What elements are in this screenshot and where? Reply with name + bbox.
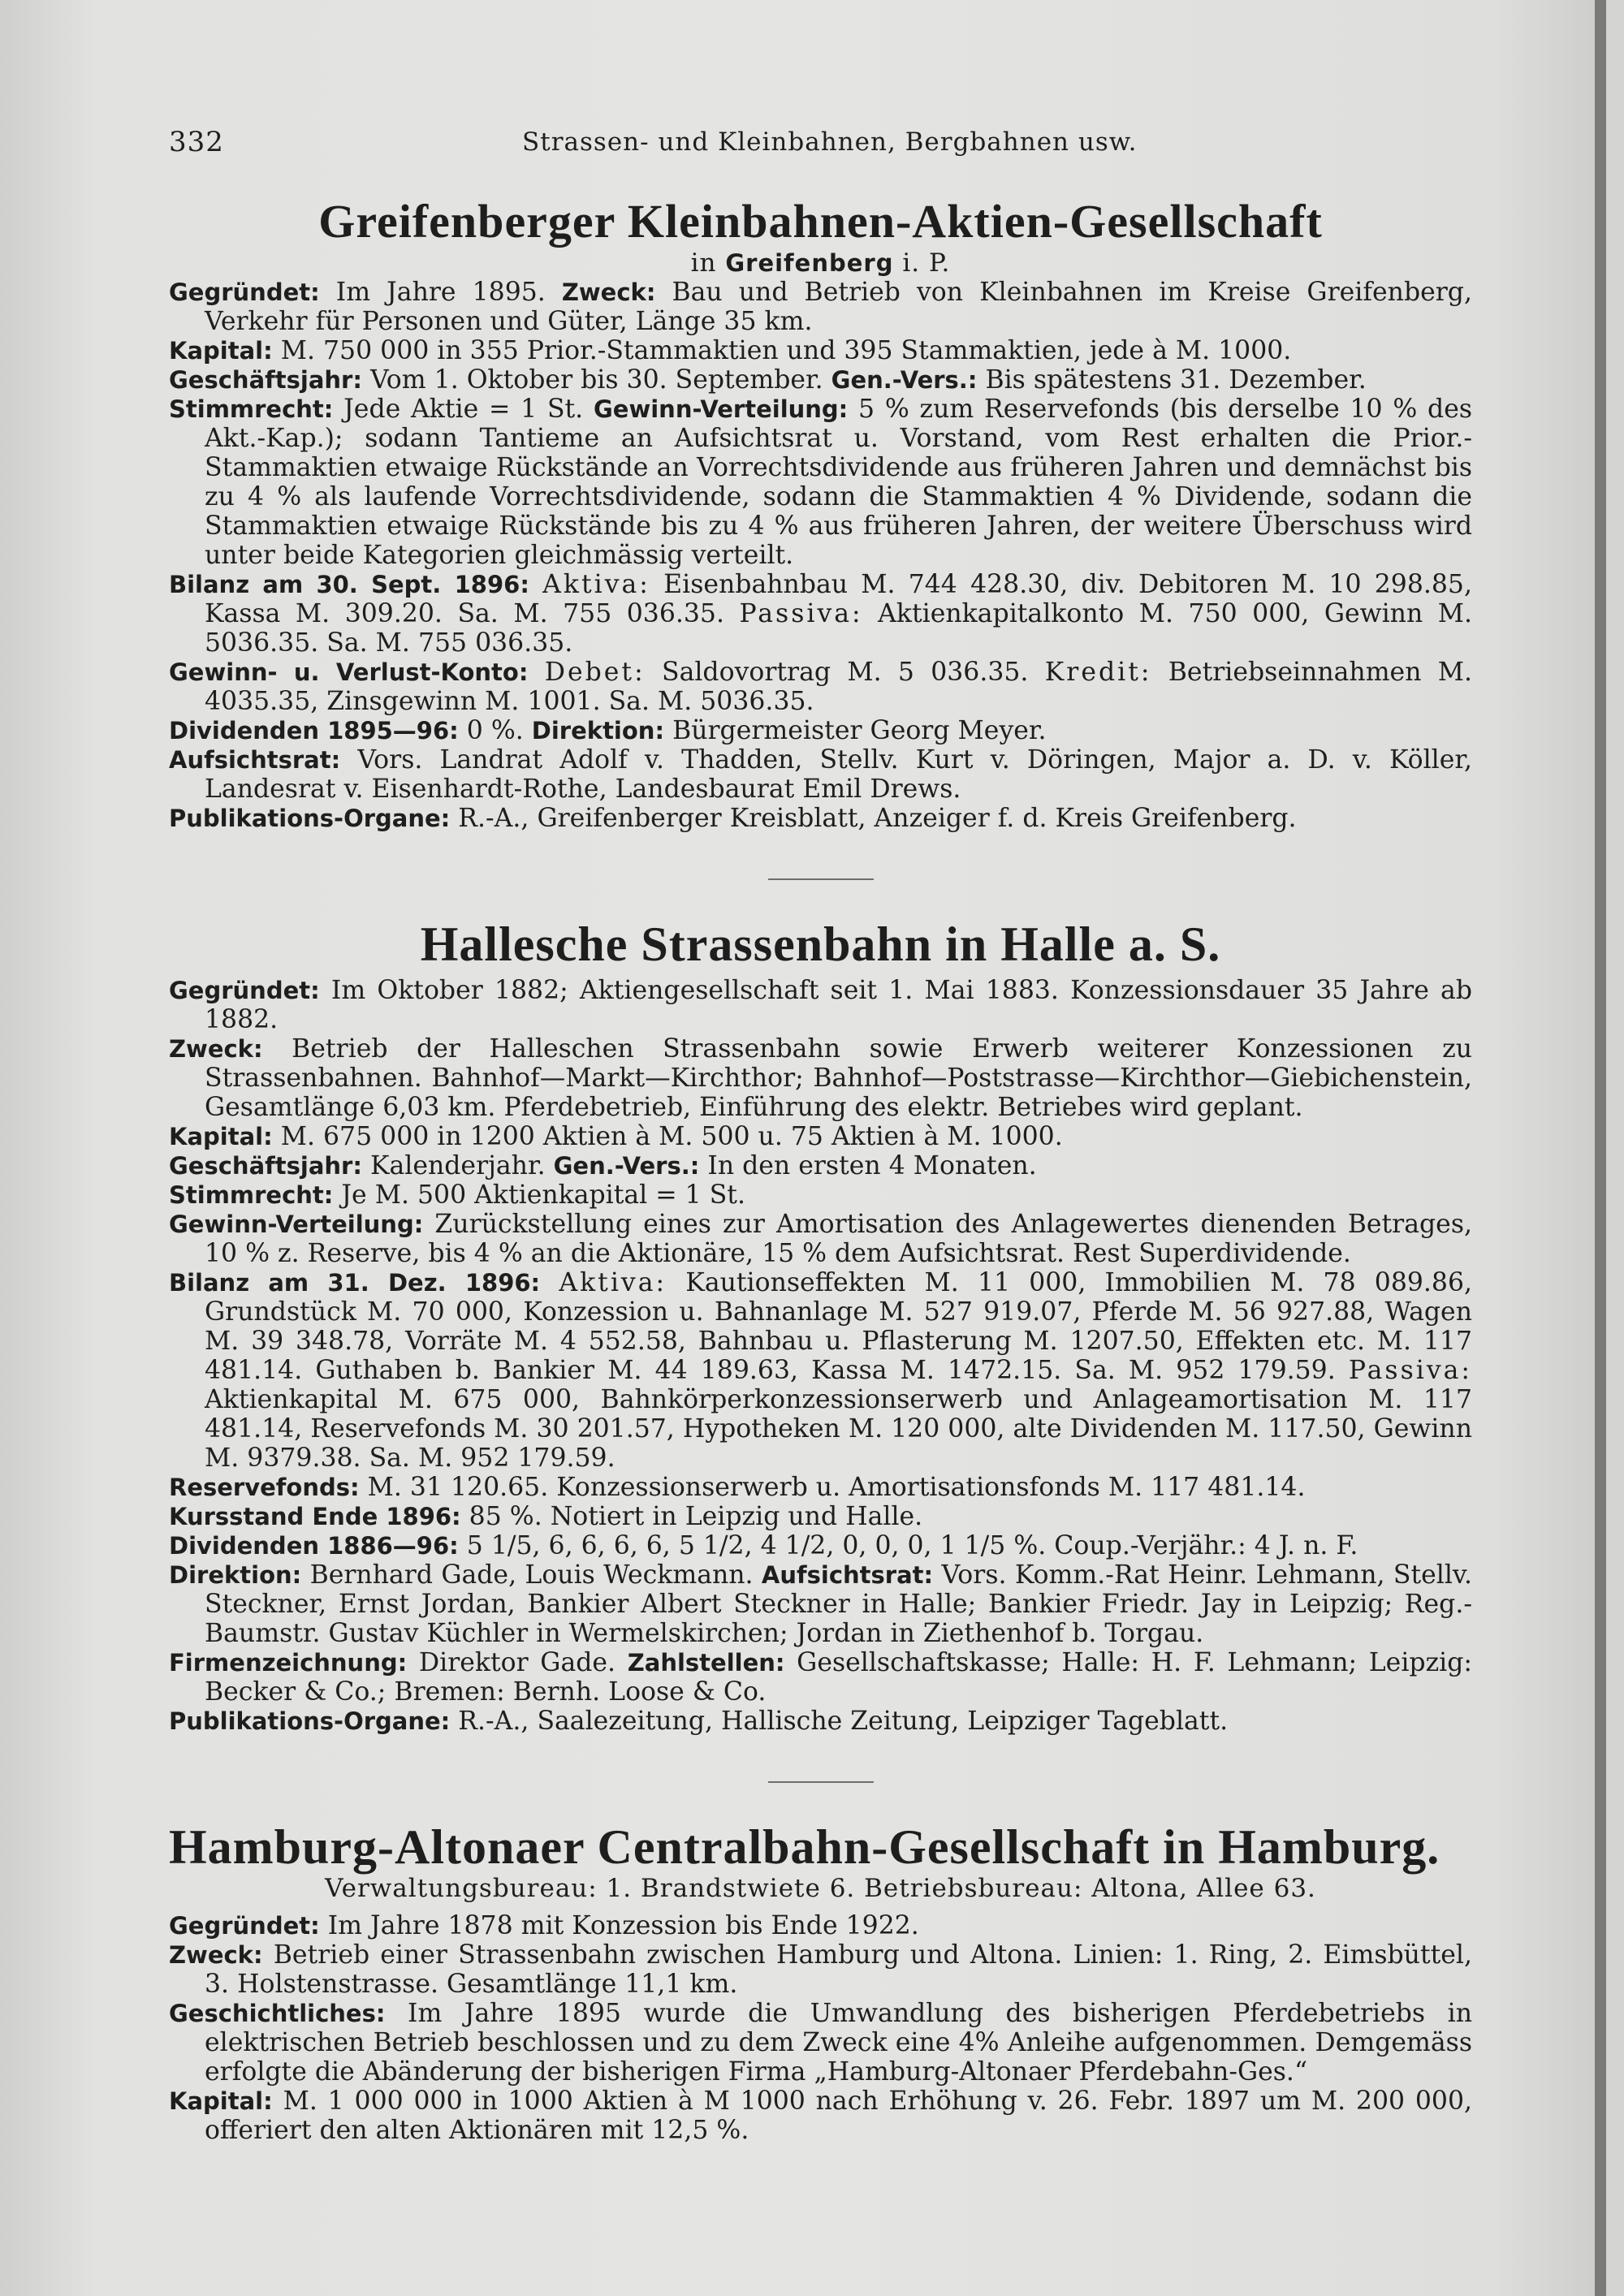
- capital-entry: Kapital: M. 675 000 in 1200 Aktien à M. 500 u. 75 Aktien à M. 1000.: [169, 1122, 1063, 1151]
- binding-shadow: [1595, 0, 1606, 2296]
- reserve-entry: Reservefonds: M. 31 120.65. Konzessionserwerb u. Amortisationsfonds M. 117 481.14.: [169, 1473, 1306, 1502]
- profit-distribution-entry: Gewinn-Verteilung: Zurückstellung eines zur Amortisation des Anlagewertes dienenden Betrages, 10 % z. Reserve, bis 4 % an die Aktionäre, 15 % dem Aufsichtsrat. Rest Superdividende.: [169, 1210, 1472, 1268]
- section-divider: [768, 878, 874, 880]
- share-price-entry: Kursstand Ende 1896: 85 %. Notiert in Leipzig und Halle.: [169, 1502, 923, 1531]
- voting-entry: Stimmrecht: Jede Aktie = 1 St. Gewinn-Verteilung: 5 % zum Reservefonds (bis derselbe 10 % des Akt.-Kap.); sodann Tantieme an Aufsichtsrat u. Vorstand, vom Rest erhalten die Prior.-Stammaktien etwaige Rückstände an Vorrechtsdividende aus früheren Jahren und demnächst bis zu 4 % als laufende Vorrechtsdividende, sodann die Stammaktien 4 % Dividende, sodann die Stammaktien etwaige Rückstände bis zu 4 % aus früheren Jahren, der weitere Überschuss wird unter beide Kategorien gleichmässig verteilt.: [169, 395, 1472, 570]
- founded-entry: Gegründet: Im Jahre 1895. Zweck: Bau und Betrieb von Kleinbahnen im Kreise Greifenberg, Verkehr für Personen und Güter, Länge 35 km.: [169, 278, 1472, 336]
- founded-entry: Gegründet: Im Jahre 1878 mit Konzession bis Ende 1922.: [169, 1911, 919, 1940]
- company-title: Hallesche Strassenbahn in Halle a. S.: [420, 917, 1221, 971]
- company-entry-greifenberg: [169, 195, 1472, 833]
- company-entry-hamburg: [169, 1820, 1472, 2145]
- page-content: [169, 195, 1472, 2145]
- capital-entry: Kapital: M. 750 000 in 355 Prior.-Stammaktien und 395 Stammaktien, jede à M. 1000.: [169, 336, 1292, 365]
- page-number: 332: [169, 126, 224, 158]
- company-location: in Greifenberg i. P.: [690, 248, 951, 278]
- signature-entry: Firmenzeichnung: Direktor Gade. Zahlstellen: Gesellschaftskasse; Halle: H. F. Lehmann; Leipzig: Becker & Co.; Bremen: Bernh. Loose & Co.: [169, 1648, 1473, 1707]
- page-header: [169, 126, 1484, 158]
- company-title: Hamburg-Altonaer Centralbahn-Gesellschaft in Hamburg.: [169, 1820, 1440, 1874]
- purpose-entry: Zweck: Betrieb der Halleschen Strassenbahn sowie Erwerb weiterer Konzessionen zu Strassenbahnen. Bahnhof—Markt—Kirchthor; Bahnhof—Poststrasse—Kirchthor—Giebichenstein, Gesamtlänge 6,03 km. Pferdebetrieb, Einführung des elektr. Betriebes wird geplant.: [169, 1034, 1472, 1122]
- management-entry: Direktion: Bernhard Gade, Louis Weckmann. Aufsichtsrat: Vors. Komm.-Rat Heinr. Lehmann, Stellv. Steckner, Ernst Jordan, Bankier Albert Steckner in Halle; Bankier Friedr. Jay in Leipzig; Reg.-Baumstr. Gustav Küchler in Wermelskirchen; Jordan in Ziethenhof b. Torgau.: [169, 1560, 1472, 1648]
- capital-entry: Kapital: M. 1 000 000 in 1000 Aktien à M 1000 nach Erhöhung v. 26. Febr. 1897 um M. 200 000, offeriert den alten Aktionären mit 12,5 %.: [169, 2087, 1473, 2145]
- section-divider: [768, 1781, 874, 1783]
- history-entry: Geschichtliches: Im Jahre 1895 wurde die Umwandlung des bisherigen Pferdebetriebs in elektrischen Betrieb beschlossen und zu dem Zweck eine 4% Anleihe aufgenommen. Demgemäss erfolgte die Abänderung der bisherigen Firma „Hamburg-Altonaer Pferdebahn-Ges.“: [169, 1999, 1472, 2087]
- running-title: Strassen- und Kleinbahnen, Bergbahnen usw.: [522, 127, 1138, 157]
- board-entry: Aufsichtsrat: Vors. Landrat Adolf v. Thadden, Stellv. Kurt v. Döringen, Major a. D. v. Köller, Landesrat v. Eisenhardt-Rothe, Landesbaurat Emil Drews.: [169, 745, 1473, 804]
- balance-entry: Bilanz am 30. Sept. 1896: Aktiva: Eisenbahnbau M. 744 428.30, div. Debitoren M. 10 298.85, Kassa M. 309.20. Sa. M. 755 036.35. Passiva: Aktienkapitalkonto M. 750 000, Gewinn M. 5036.35. Sa. M. 755 036.35.: [169, 570, 1473, 658]
- fiscal-year-entry: Geschäftsjahr: Vom 1. Oktober bis 30. September. Gen.-Vers.: Bis spätestens 31. Dezember.: [169, 365, 1367, 395]
- publication-entry: Publikations-Organe: R.-A., Saalezeitung, Hallische Zeitung, Leipziger Tageblatt.: [169, 1707, 1229, 1736]
- voting-entry: Stimmrecht: Je M. 500 Aktienkapital = 1 St.: [169, 1180, 745, 1210]
- publication-entry: Publikations-Organe: R.-A., Greifenberger Kreisblatt, Anzeiger f. d. Kreis Greifenberg.: [169, 804, 1297, 833]
- profit-loss-entry: Gewinn- u. Verlust-Konto: Debet: Saldovortrag M. 5 036.35. Kredit: Betriebseinnahmen M. 4035.35, Zinsgewinn M. 1001. Sa. M. 5036.35.: [169, 658, 1473, 716]
- dividend-entry: Dividenden 1886—96: 5 1/5, 6, 6, 6, 6, 5 1/2, 4 1/2, 0, 0, 0, 1 1/5 %. Coup.-Verjähr.: 4 J. n. F.: [169, 1531, 1358, 1560]
- purpose-entry: Zweck: Betrieb einer Strassenbahn zwischen Hamburg und Altona. Linien: 1. Ring, 2. Eimsbüttel, 3. Holstenstrasse. Gesamtlänge 11,1 km.: [169, 1940, 1473, 1999]
- founded-entry: Gegründet: Im Oktober 1882; Aktiengesellschaft seit 1. Mai 1883. Konzessionsdauer 35 Jahre ab 1882.: [169, 976, 1472, 1034]
- company-title: Greifenberger Kleinbahnen-Aktien-Gesellschaft: [318, 195, 1323, 248]
- fiscal-year-entry: Geschäftsjahr: Kalenderjahr. Gen.-Vers.: In den ersten 4 Monaten.: [169, 1151, 1037, 1180]
- page-edge: [1606, 0, 1624, 2296]
- company-entry-halle: [169, 917, 1472, 1736]
- company-offices: Verwaltungsbureau: 1. Brandstwiete 6. Betriebsbureau: Altona, Allee 63.: [325, 1874, 1316, 1903]
- balance-entry: Bilanz am 31. Dez. 1896: Aktiva: Kautionseffekten M. 11 000, Immobilien M. 78 089.86, Grundstück M. 70 000, Konzession u. Bahnanlage M. 527 919.07, Pferde M. 56 927.88, Wagen M. 39 348.78, Vorräte M. 4 552.58, Bahnbau u. Pflasterung M. 1207.50, Effekten etc. M. 117 481.14. Guthaben b. Bankier M. 44 189.63, Kassa M. 1472.15. Sa. M. 952 179.59. Passiva: Aktienkapital M. 675 000, Bahnkörperkonzessionserwerb und Anlageamortisation M. 117 481.14, Reservefonds M. 30 201.57, Hypotheken M. 120 000, alte Dividenden M. 117.50, Gewinn M. 9379.38. Sa. M. 952 179.59.: [169, 1268, 1473, 1473]
- dividend-entry: Dividenden 1895—96: 0 %. Direktion: Bürgermeister Georg Meyer.: [169, 716, 1047, 745]
